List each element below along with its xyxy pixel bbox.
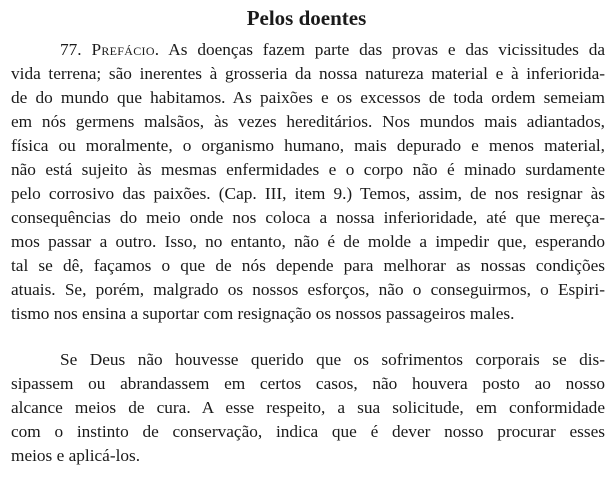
section-title: Pelos doentes <box>246 6 367 30</box>
paragraph-2-line: alcance meios de cura. A esse respeito, a sua solicitude, em conformidade <box>11 398 605 417</box>
paragraph-1-line: atuais. Se, porém, malgrado os nossos esforços, não o conseguirmos, o Espiri- <box>11 280 605 299</box>
item-number: 77. <box>60 40 82 59</box>
paragraph-1-line: pelo corrosivo das paixões. (Cap. III, item 9.) Temos, assim, de nos resignar às <box>11 184 605 203</box>
paragraph-1-line <box>60 38 605 62</box>
paragraph-2-line: Se Deus não houvesse querido que os sofrimentos corporais se dis- <box>60 350 605 369</box>
paragraph-1-line: em nós germens malsãos, às vezes hereditários. Nos mundos mais adiantados, <box>11 112 605 131</box>
paragraph-2-line: sipassem ou abrandassem em certos casos, não houvera posto ao nosso <box>11 374 605 393</box>
paragraph-1-line: de do mundo que habitamos. As paixões e os excessos de toda ordem semeiam <box>11 88 605 107</box>
paragraph-2-line: com o instinto de conservação, indica que é dever nosso procurar esses <box>11 422 605 441</box>
line-text: As doenças fazem parte das provas e das vicissitudes da <box>168 40 606 59</box>
paragraph-1-line: tismo nos ensina a suportar com resignação os nossos passageiros males. <box>11 304 515 323</box>
paragraph-1-line: tal se dê, façamos o que de nós depende para melhorar as nossas condições <box>11 256 605 275</box>
paragraph-1-line: física ou moralmente, o organismo humano, mais depurado e menos material, <box>11 136 605 155</box>
paragraph-2-line: meios e aplicá-los. <box>11 446 141 465</box>
paragraph-1-line: consequências do meio onde nos coloca a nossa inferioridade, até que mereça- <box>11 208 605 227</box>
paragraph-1-line: mos passar a outro. Isso, no entanto, não é de molde a impedir que, esperando <box>11 232 605 251</box>
paragraph-1-line: vida terrena; são inerentes à grosseria da nossa natureza material e à inferiorida- <box>11 64 605 83</box>
paragraph-1-line: não está sujeito às mesmas enfermidades e o corpo não é minado surdamente <box>11 160 605 179</box>
item-label: Prefácio. <box>91 40 160 59</box>
